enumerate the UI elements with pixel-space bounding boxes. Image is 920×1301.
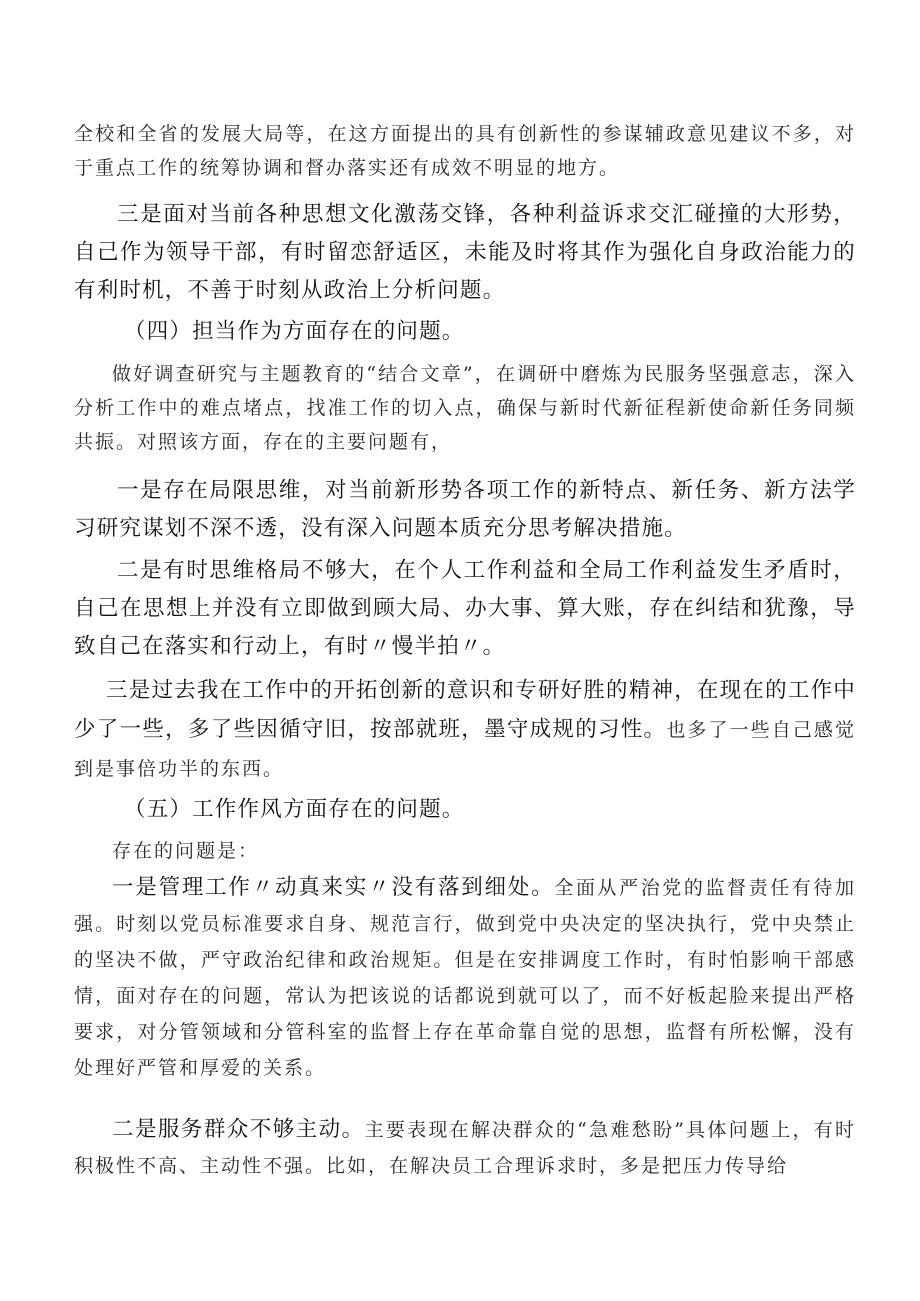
paragraph-section-five-intro: 存在的问题是： [112, 840, 260, 862]
paragraph-point-two-pattern: 二是有时思维格局不够大，在个人工作利益和全局工作利益发生矛盾时，自己在思想上并没有立即做到顾大局、办大事、算大账，存在纠结和犹豫，导致自己在落实和行动上，有时〃慢半拍〃。 [74, 558, 856, 659]
point-two-lead-text: 二是服务群众不够主动。 [112, 1117, 365, 1142]
point-two-tail-text: 主要表现在解决群众的“急难愁盼”具体问题上，有时积极性不高、主动性不强。比如，在解决员工合理诉求时，多是把压力传导给 [74, 1119, 856, 1177]
point-three-tail-text: 也多了一些自己感觉到是事倍功半的东西。 [74, 719, 856, 780]
section-heading-five: （五）工作作风方面存在的问题。 [124, 797, 465, 822]
paragraph-continued: 全校和全省的发展大局等，在这方面提出的具有创新性的参谋辅政意见建议不多，对于重点工作的统筹协调和督办落实还有成效不明显的地方。 [74, 123, 856, 179]
paragraph-point-two-service [74, 1112, 856, 1184]
section-heading-four: （四）担当作为方面存在的问题。 [124, 319, 465, 344]
point-three-lead-text: 三是过去我在工作中的开拓创新的意识和专研好胜的精神，在现在的工作中少了一些，多了些因循守旧，按部就班，墨守成规的习性。 [74, 678, 856, 742]
paragraph-section-four-intro: 做好调查研究与主题教育的“结合文章”，在调研中磨炼为民服务坚强意志，深入分析工作中的难点堵点，找准工作的切入点，确保与新时代新征程新使命新任务同频共振。对照该方面，存在的主要问题有， [74, 363, 856, 453]
point-one-lead-text: 一是管理工作〃动真来实〃没有落到细处。 [112, 875, 555, 900]
paragraph-point-three-innovation [74, 672, 856, 789]
paragraph-point-one-management [74, 870, 856, 1086]
paragraph-point-one-thinking: 一是存在局限思维，对当前新形势各项工作的新特点、新任务、新方法学习研究谋划不深不透，没有深入问题本质充分思考解决措施。 [74, 478, 856, 541]
paragraph-point-three-politics: 三是面对当前各种思想文化激荡交锋，各种利益诉求交汇碰撞的大形势，自己作为领导干部，有时留恋舒适区，未能及时将其作为强化自身政治能力的有利时机，不善于时刻从政治上分析问题。 [74, 202, 856, 303]
point-one-tail-text: 全面从严治党的监督责任有待加强。时刻以党员标准要求自身、规范言行，做到党中央决定的坚决执行，党中央禁止的坚决不做，严守政治纪律和政治规矩。但是在安排调度工作时，有时怕影响干部感情，面对存在的问题，常认为把该说的话都说到就可以了，而不好板起脸来提出严格要求，对分管领域和分管科室的监督上存在革命靠自觉的思想，监督有所松懈，没有处理好严管和厚爱的关系。 [74, 877, 856, 1079]
